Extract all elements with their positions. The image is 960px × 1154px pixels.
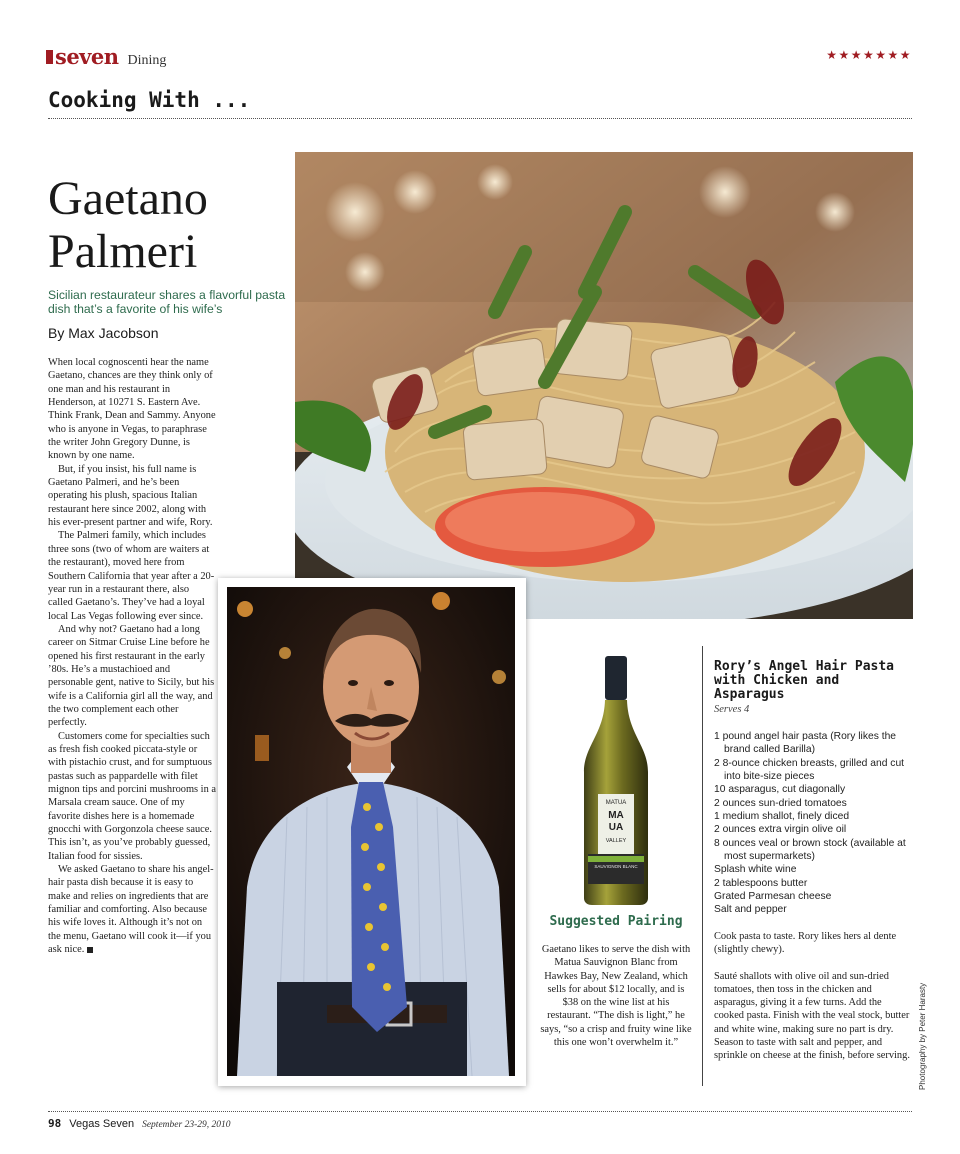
ingredient-item: 1 medium shallot, finely diced (714, 811, 850, 823)
article-deck: Sicilian restaurateur shares a flavorful pasta dish that’s a favorite of his wife’s (48, 288, 286, 316)
section-label: Dining (127, 53, 167, 68)
logo-bar (46, 50, 53, 64)
chef-portrait-illustration (227, 587, 515, 1076)
recipe-instructions (714, 930, 914, 1076)
portrait-photo (227, 587, 515, 1076)
issue-date: September 23-29, 2010 (142, 1120, 231, 1130)
page-footer (48, 1117, 230, 1130)
column-kicker: Cooking With ... (48, 88, 251, 112)
rating-stars: ★★★★★★★ (826, 48, 912, 62)
paragraph-1: When local cognoscenti hear the name Gaetano, chances are they think only of one man and his restaurant in Henderson, at 10271 S. Eastern Ave. Think Frank, Dean and Sammy. Anyone who is anyone in Vegas, to paraphrase the writer John Gregory Dunne, is known by one name. (48, 357, 216, 462)
wine-label-m1: MA (608, 810, 624, 821)
photo-credit: Photography by Peter Harasty (918, 982, 927, 1090)
title-line-2: Palmeri (48, 225, 198, 278)
bottom-divider (48, 1111, 912, 1112)
ingredient-item: 1 pound angel hair pasta (Rory likes the brand called Barilla) (714, 731, 897, 756)
page-number: 98 (48, 1117, 62, 1130)
wine-label-varietal: SAUVIGNON BLANC (594, 864, 638, 869)
wine-bottle-photo (580, 654, 652, 906)
ingredient-item: 2 tablespoons butter (714, 877, 808, 889)
top-divider (48, 118, 912, 119)
title-line-1: Gaetano (48, 172, 208, 225)
ingredient-item: Grated Parmesan cheese (714, 891, 832, 903)
instruction-step: Cook pasta to taste. Rory likes hers al dente (slightly chewy). (714, 931, 897, 956)
article-body (48, 356, 216, 956)
ingredient-item: 2 8-ounce chicken breasts, grilled and cut into bite-size pieces (714, 757, 905, 783)
paragraph-2: But, if you insist, his full name is Gaetano Palmeri, and he’s been operating his plush, spacious Italian restaurant here since 2002, along with his ever-present partner and wife, Rory. (48, 463, 213, 529)
magazine-name: Vegas Seven (69, 1118, 135, 1130)
pairing-title: Suggested Pairing (549, 914, 683, 929)
brand-name: seven (55, 44, 119, 69)
instruction-step: Sauté shallots with olive oil and sun-dried tomatoes, then toss in the chicken and asparagus, giving it a few turns. Add the cooked pasta. Finish with the veal stock, butter and white wine, making sure no part is dry. Season to taste with salt and pepper, and sprinkle on cheese at the finish, before serving. (714, 970, 910, 1062)
wine-label-top: MATUA (605, 800, 627, 806)
paragraph-6-text: We asked Gaetano to share his angel-hair pasta dish because it is easy to make and relies on ingredients that are familiar and comforting. Also because his wife loves it. Although it’s not on the menu, Gaetano will cook it—if you ask nice. (48, 864, 214, 956)
ingredient-item: 2 ounces extra virgin olive oil (714, 824, 847, 836)
ingredient-item: 2 ounces sun-dried tomatoes (714, 797, 847, 809)
brand-logo (46, 44, 166, 69)
article-title (48, 172, 288, 278)
pasta-dish-illustration (295, 152, 913, 619)
paragraph-5: Customers come for specialties such as fresh fish cooked piccata-style or with pistachio crust, and for sumptuous pastas such as pappardelle with filet mignon tips and porcini mushrooms in a Marsala cream sauce. One of my favorite dishes here is a homemade gnocchi with Gorgonzola cheese sauce. This isn’t, as you’ve probably guessed, Italian food for sissies. (48, 730, 216, 862)
ingredient-item: 10 asparagus, cut diagonally (714, 784, 846, 796)
paragraph-4: And why not? Gaetano had a long career on Sitmar Cruise Line before he opened his first restaurant in the early ’80s. He’s a mustachioed and personable gent, native to Sicily, but his wife is a California girl all the way, and the two complement each other perfectly. (48, 623, 215, 729)
recipe-title: Rory’s Angel Hair Pasta with Chicken and Asparagus (714, 659, 895, 702)
paragraph-6 (48, 863, 216, 956)
food-photo (295, 152, 913, 619)
column-divider (702, 646, 703, 1086)
wine-label-m2: UA (608, 822, 624, 833)
recipe-serves: Serves 4 (714, 704, 750, 715)
ingredient-item: Splash white wine (714, 864, 797, 876)
ingredient-item: Salt and pepper (714, 904, 787, 916)
ingredient-item: 8 ounces veal or brown stock (available at most supermarkets) (714, 837, 906, 863)
byline: By Max Jacobson (48, 325, 159, 341)
ingredient-list (714, 730, 914, 917)
wine-label-bottom: VALLEY (605, 838, 627, 844)
pairing-text: Gaetano likes to serve the dish with Matua Sauvignon Blanc from Hawkes Bay, New Zealand, which sells for about $12 locally, and is $38 on the wine list at his restaurant. “The dish is light,” he says, “so a crisp and fruity wine like this one won’t overwhelm it.” (540, 944, 692, 1049)
end-mark-icon (87, 947, 93, 953)
paragraph-3: The Palmeri family, which includes three sons (two of whom are waiters at the restaurant), moved here from Southern California that year after a 20-year run in a restaurant there, also called Gaetano’s. They’ve had a loyal local Las Vegas following ever since. (48, 530, 215, 622)
